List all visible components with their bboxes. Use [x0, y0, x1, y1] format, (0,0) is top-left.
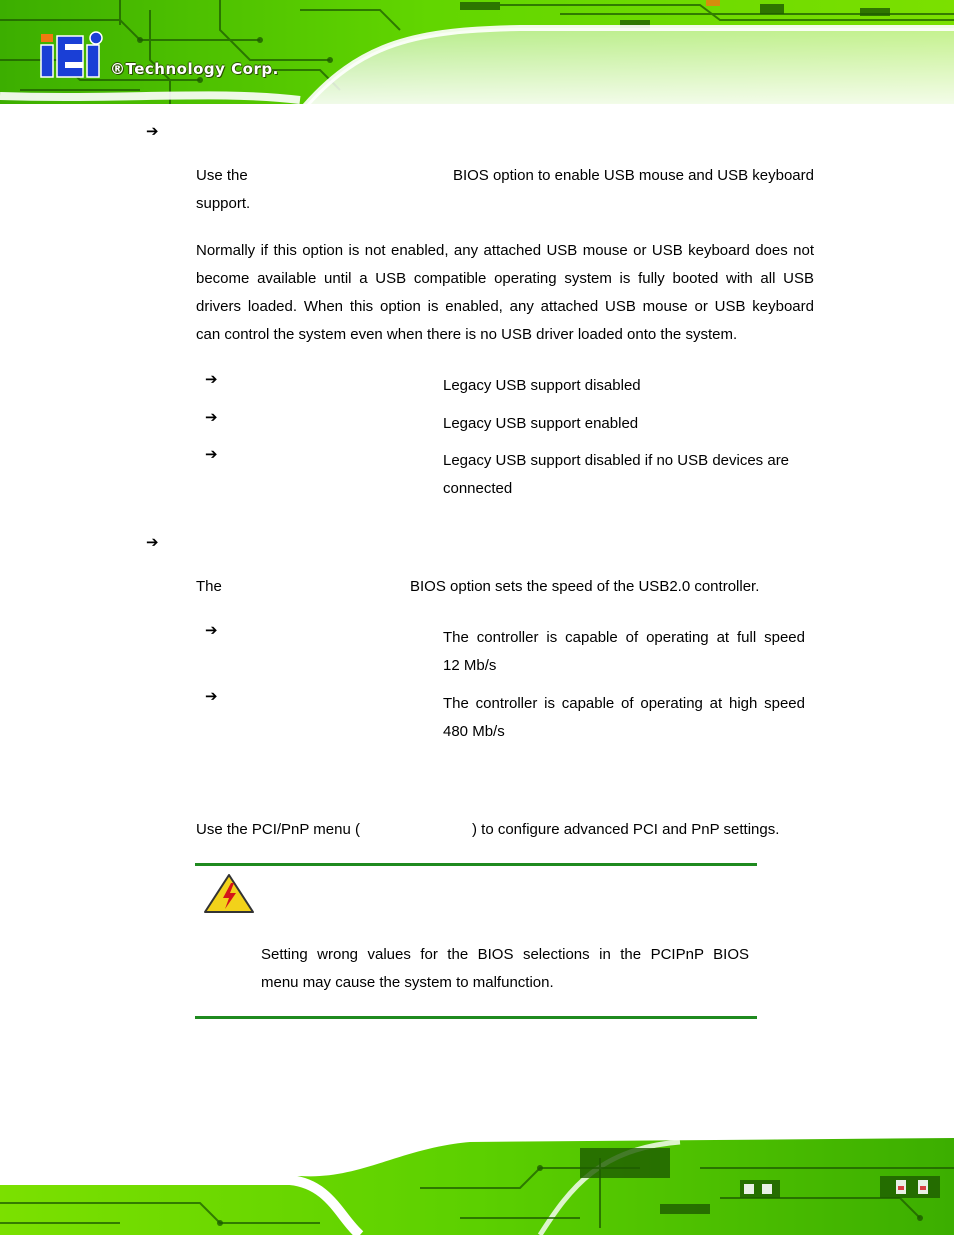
option-description	[443, 410, 805, 438]
logo-tagline: ®Technology Corp.	[110, 60, 279, 78]
option-desc-line: The controller is capable of operating at full speed	[443, 629, 805, 646]
option-desc-line: The controller is capable of operating at high speed	[443, 695, 805, 712]
option-description	[443, 447, 805, 503]
section-arrow-icon: ➔	[146, 122, 159, 140]
option-description	[443, 624, 805, 680]
description-line: become available until a USB compatible operating system is fully booted with all USB	[196, 270, 814, 287]
intro-post-text: BIOS option sets the speed of the USB2.0 controller.	[410, 578, 760, 595]
description-line: Normally if this option is not enabled, any attached USB mouse or USB keyboard does not	[196, 242, 814, 259]
intro-post-text: BIOS option to enable USB mouse and USB keyboard	[452, 167, 814, 184]
option-desc-line: Legacy USB support disabled if no USB devices are	[443, 452, 790, 469]
intro-pre-text: The	[196, 578, 222, 595]
option-desc-line: Legacy USB support enabled	[443, 415, 639, 432]
section-arrow-icon: ➔	[146, 533, 159, 551]
warning-line: menu may cause the system to malfunction.	[261, 974, 554, 991]
warning-triangle-icon	[203, 873, 255, 915]
warning-bottom-rule	[195, 1016, 757, 1019]
option-arrow-icon: ➔	[205, 687, 218, 705]
intro-pre-text: Use the	[196, 167, 248, 184]
option-desc-line: 12 Mb/s	[443, 657, 497, 674]
iei-logo-mark	[38, 30, 108, 80]
description-line: drivers loaded. When this option is enabled, any attached USB mouse or USB keyboard	[196, 298, 814, 315]
warning-line: Setting wrong values for the BIOS selections in the PCIPnP BIOS	[261, 946, 749, 963]
page-footer	[0, 1128, 954, 1235]
footer-pcb-banner	[0, 1128, 954, 1235]
iei-logo	[38, 30, 108, 85]
pcipnp-pre-text: Use the PCI/PnP menu (	[196, 821, 360, 838]
page-header	[0, 0, 954, 112]
option-arrow-icon: ➔	[205, 408, 218, 426]
warning-message	[261, 941, 749, 997]
option-description	[443, 372, 805, 400]
description-line: can control the system even when there is no USB driver loaded onto the system.	[196, 326, 738, 343]
intro-tail-text: support.	[196, 195, 251, 212]
pcipnp-post-text: ) to configure advanced PCI and PnP settings.	[472, 821, 780, 838]
option-arrow-icon: ➔	[205, 621, 218, 639]
option-desc-line: connected	[443, 480, 513, 497]
usb-legacy-description	[196, 237, 814, 349]
option-description	[443, 690, 805, 746]
option-desc-line: Legacy USB support disabled	[443, 377, 641, 394]
warning-top-rule	[195, 863, 757, 866]
warning-icon	[203, 873, 255, 920]
option-arrow-icon: ➔	[205, 370, 218, 388]
option-desc-line: 480 Mb/s	[443, 723, 505, 740]
option-arrow-icon: ➔	[205, 445, 218, 463]
header-pcb-banner	[0, 0, 954, 112]
